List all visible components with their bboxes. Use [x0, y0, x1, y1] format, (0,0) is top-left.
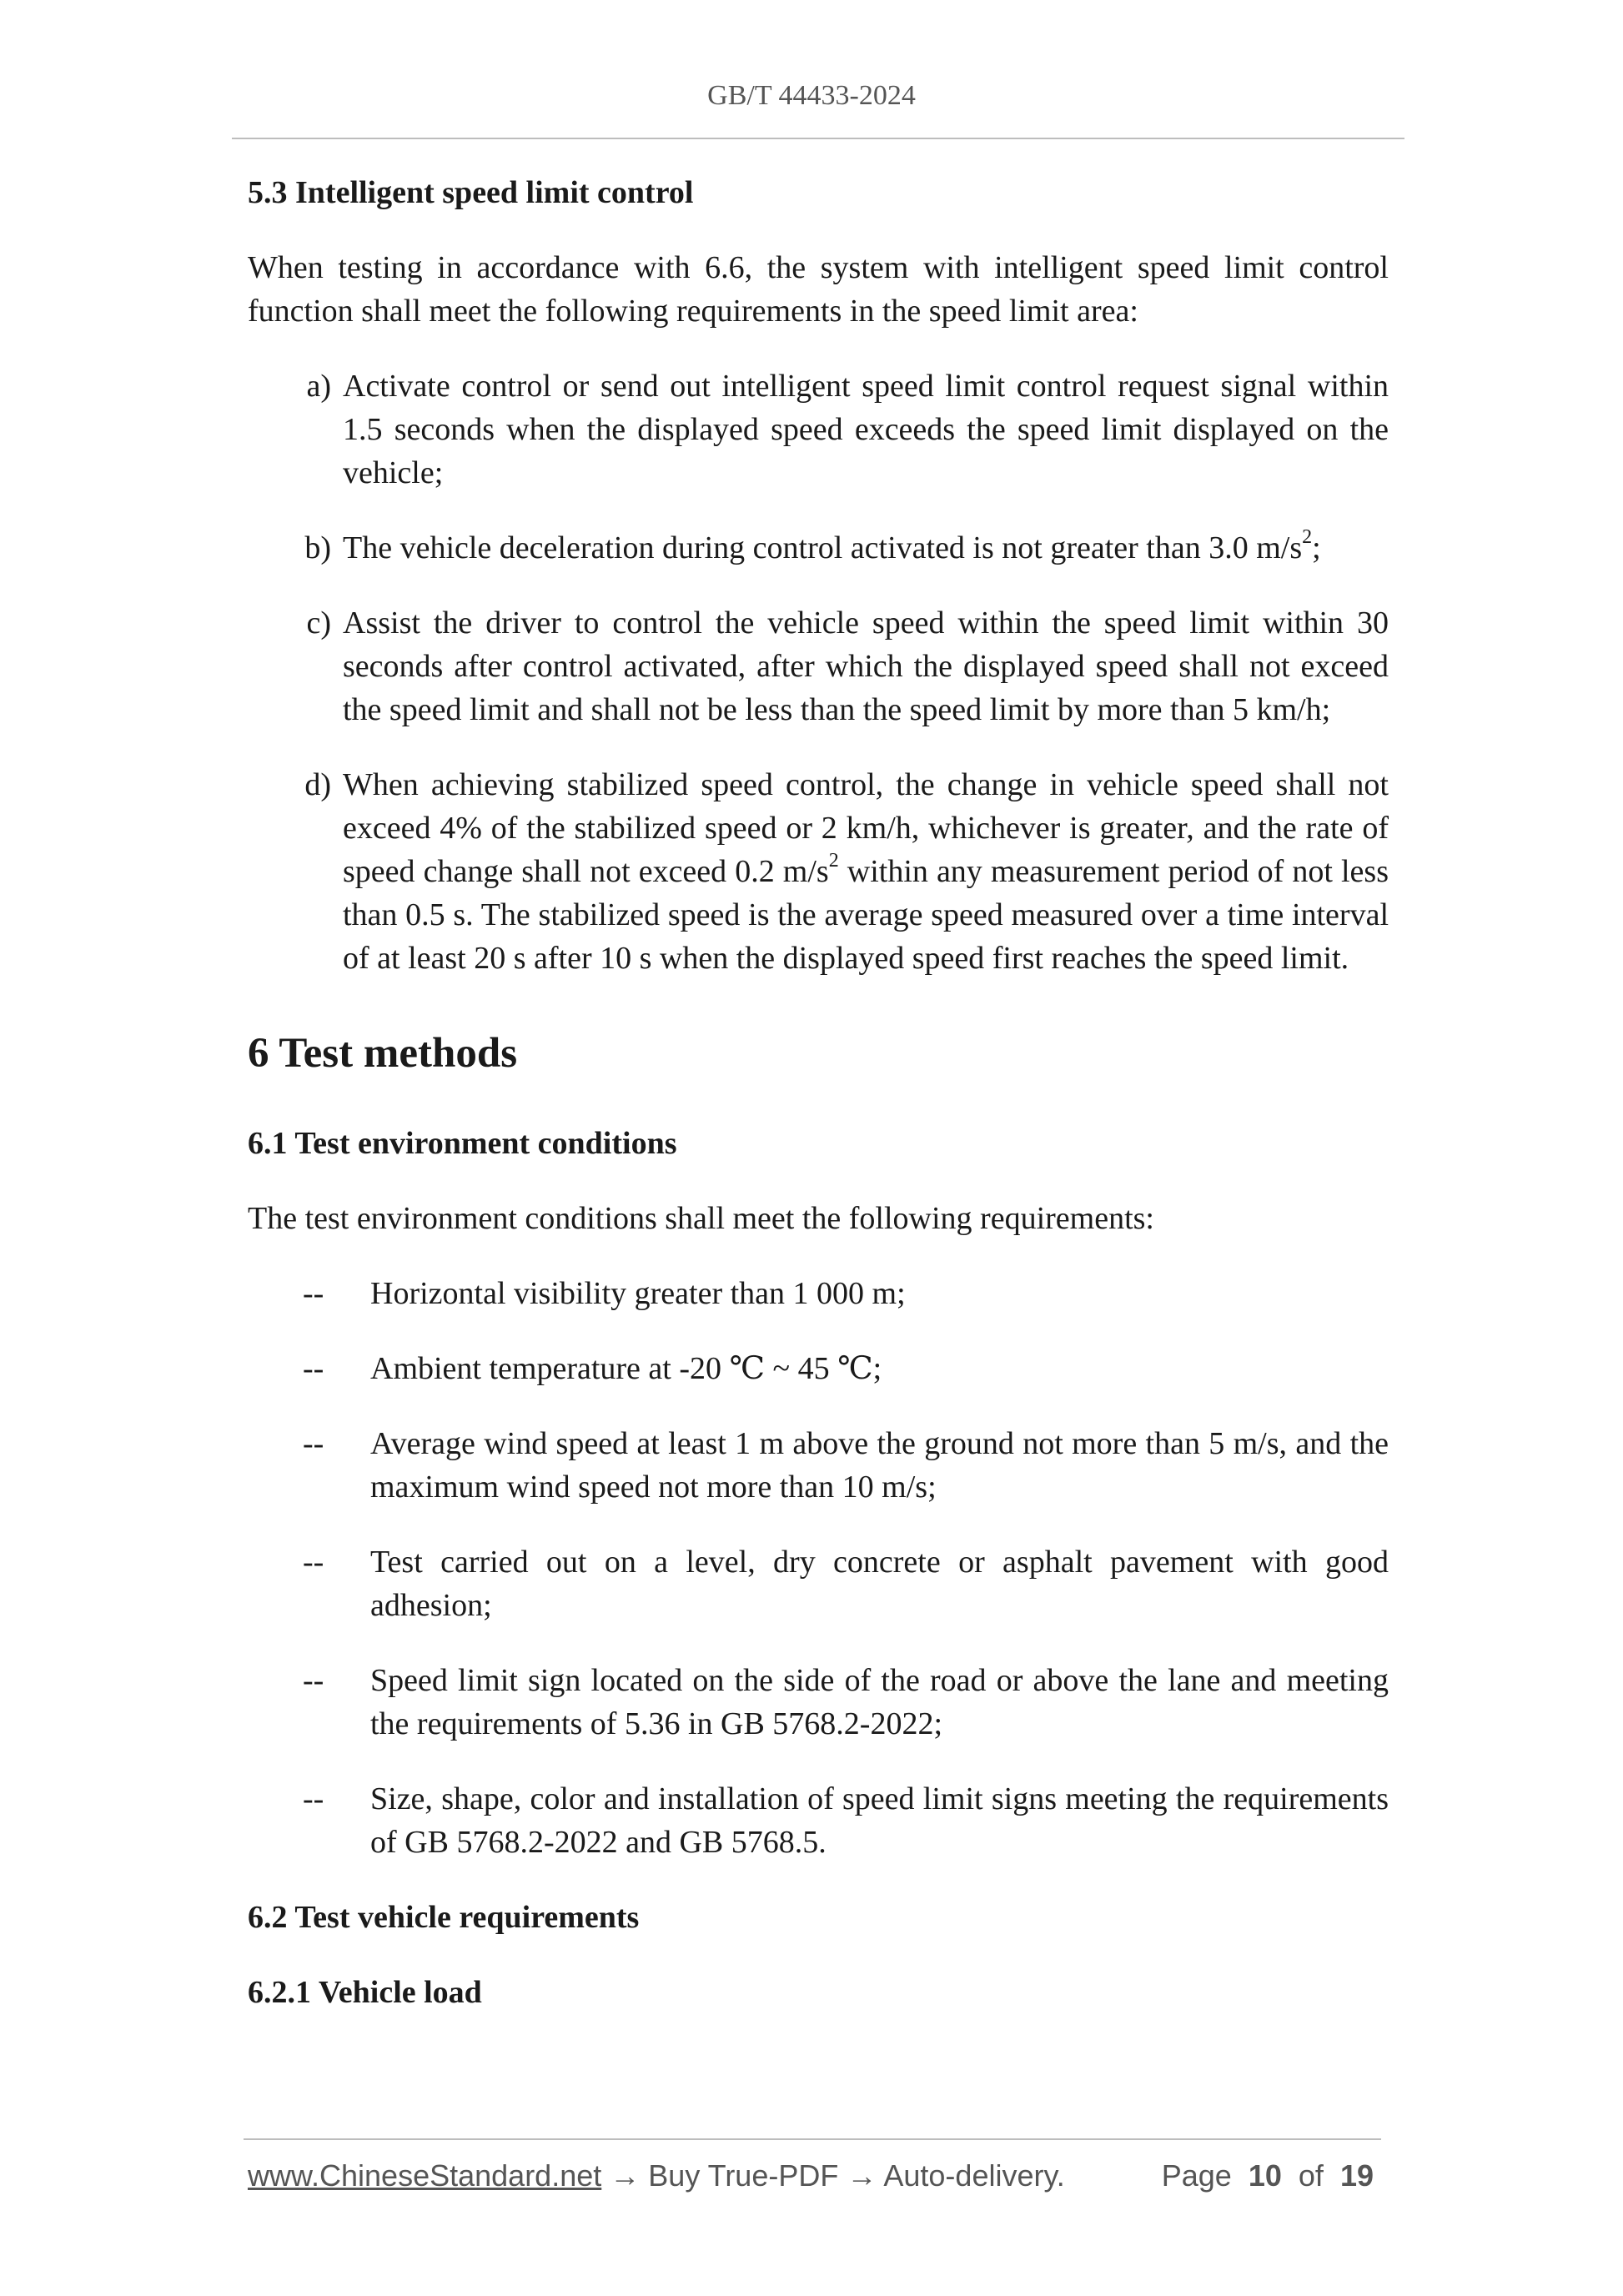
list-item-b — [248, 526, 1389, 570]
dash-item-text: Horizontal visibility greater than 1 000 m; — [370, 1276, 906, 1311]
dash-item — [248, 1540, 1389, 1627]
dash-item-text: Test carried out on a level, dry concrete or asphalt pavement with good adhesion; — [370, 1545, 1389, 1623]
website-link[interactable]: www.ChineseStandard.net — [248, 2158, 602, 2193]
superscript: 2 — [1302, 526, 1313, 549]
dash-label: -- — [303, 1781, 324, 1816]
dash-item — [248, 1659, 1389, 1746]
paragraph-5-3-intro: When testing in accordance with 6.6, the system with intelligent speed limit control function shall meet the following requirements in the speed limit area: — [248, 250, 1389, 329]
heading-6-2: 6.2 Test vehicle requirements — [248, 1900, 640, 1935]
list-item-c — [248, 601, 1389, 731]
list-item-text: Assist the driver to control the vehicle speed within the speed limit within 30 seconds after control activated, after which the displayed speed shall not exceed the speed limit and shall not be less than the speed limit by more than 5 km/h; — [343, 605, 1389, 727]
header-divider — [232, 138, 1404, 139]
list-item-text: Activate control or send out intelligent speed limit control request signal within 1.5 seconds when the displayed speed exceeds the speed limit displayed on the vehicle; — [343, 369, 1389, 490]
list-label: d) — [304, 767, 331, 802]
paragraph-6-1-intro: The test environment conditions shall meet the following requirements: — [248, 1201, 1154, 1236]
page-footer — [248, 2158, 1382, 2200]
dash-item-text: Ambient temperature at -20 ℃ ~ 45 ℃; — [370, 1351, 882, 1386]
page-label: Page — [1161, 2158, 1232, 2193]
list-item-a — [248, 364, 1389, 495]
dash-label: -- — [303, 1663, 324, 1698]
heading-6-1: 6.1 Test environment conditions — [248, 1126, 677, 1161]
list-label: b) — [304, 530, 331, 565]
superscript: 2 — [828, 850, 839, 872]
list-label: a) — [306, 369, 331, 404]
dash-item-text: Speed limit sign located on the side of the road or above the lane and meeting the requirements of 5.36 in GB 5768.2-2022; — [370, 1663, 1389, 1741]
text-segment: within any measurement period of not less than 0.5 s. The stabilized speed is the average speed measured over a time interval of at least 20 s after 10 s when the displayed speed first reaches the speed limit. — [343, 854, 1389, 976]
footer-divider — [244, 2138, 1381, 2140]
footer-text-delivery: Auto-delivery. — [883, 2158, 1065, 2193]
heading-5-3: 5.3 Intelligent speed limit control — [248, 175, 694, 210]
dash-item — [248, 1347, 1389, 1390]
arrow-right-icon: → — [847, 2158, 877, 2193]
arrow-right-icon: → — [610, 2158, 641, 2193]
text-segment: When achieving stabilized speed control, the change in vehicle speed shall not exceed 4% of the stabilized speed or 2 km/h, whichever is greater, and the rate of speed change shall not exceed 0.2 m/s — [343, 767, 1389, 889]
footer-promo — [248, 2158, 1065, 2193]
current-page: 10 — [1248, 2158, 1282, 2193]
text-segment: ; — [1312, 530, 1321, 565]
list-item-text — [343, 763, 1389, 980]
page-content — [248, 171, 1389, 2046]
dash-label: -- — [303, 1545, 324, 1580]
dash-item — [248, 1777, 1389, 1864]
heading-6: 6 Test methods — [248, 1030, 518, 1077]
dash-item-text: Average wind speed at least 1 m above the ground not more than 5 m/s, and the maximum wind speed not more than 10 m/s; — [370, 1426, 1389, 1505]
document-id-header: GB/T 44433-2024 — [707, 80, 916, 111]
dash-item-text: Size, shape, color and installation of speed limit signs meeting the requirements of GB 5768.2-2022 and GB 5768.5. — [370, 1781, 1389, 1860]
text-segment: The vehicle deceleration during control activated is not greater than 3.0 m/s — [343, 530, 1303, 565]
page-number — [1162, 2158, 1374, 2193]
footer-text-buy: Buy True-PDF — [648, 2158, 839, 2193]
dash-item — [248, 1422, 1389, 1509]
list-label: c) — [306, 605, 331, 641]
list-item-d — [248, 763, 1389, 980]
dash-label: -- — [303, 1426, 324, 1461]
heading-6-2-1: 6.2.1 Vehicle load — [248, 1975, 482, 2010]
dash-label: -- — [303, 1276, 324, 1311]
total-pages: 19 — [1339, 2158, 1374, 2193]
dash-label: -- — [303, 1351, 324, 1386]
list-item-text — [343, 526, 1389, 570]
dash-item — [248, 1272, 1389, 1315]
of-label: of — [1298, 2158, 1324, 2193]
